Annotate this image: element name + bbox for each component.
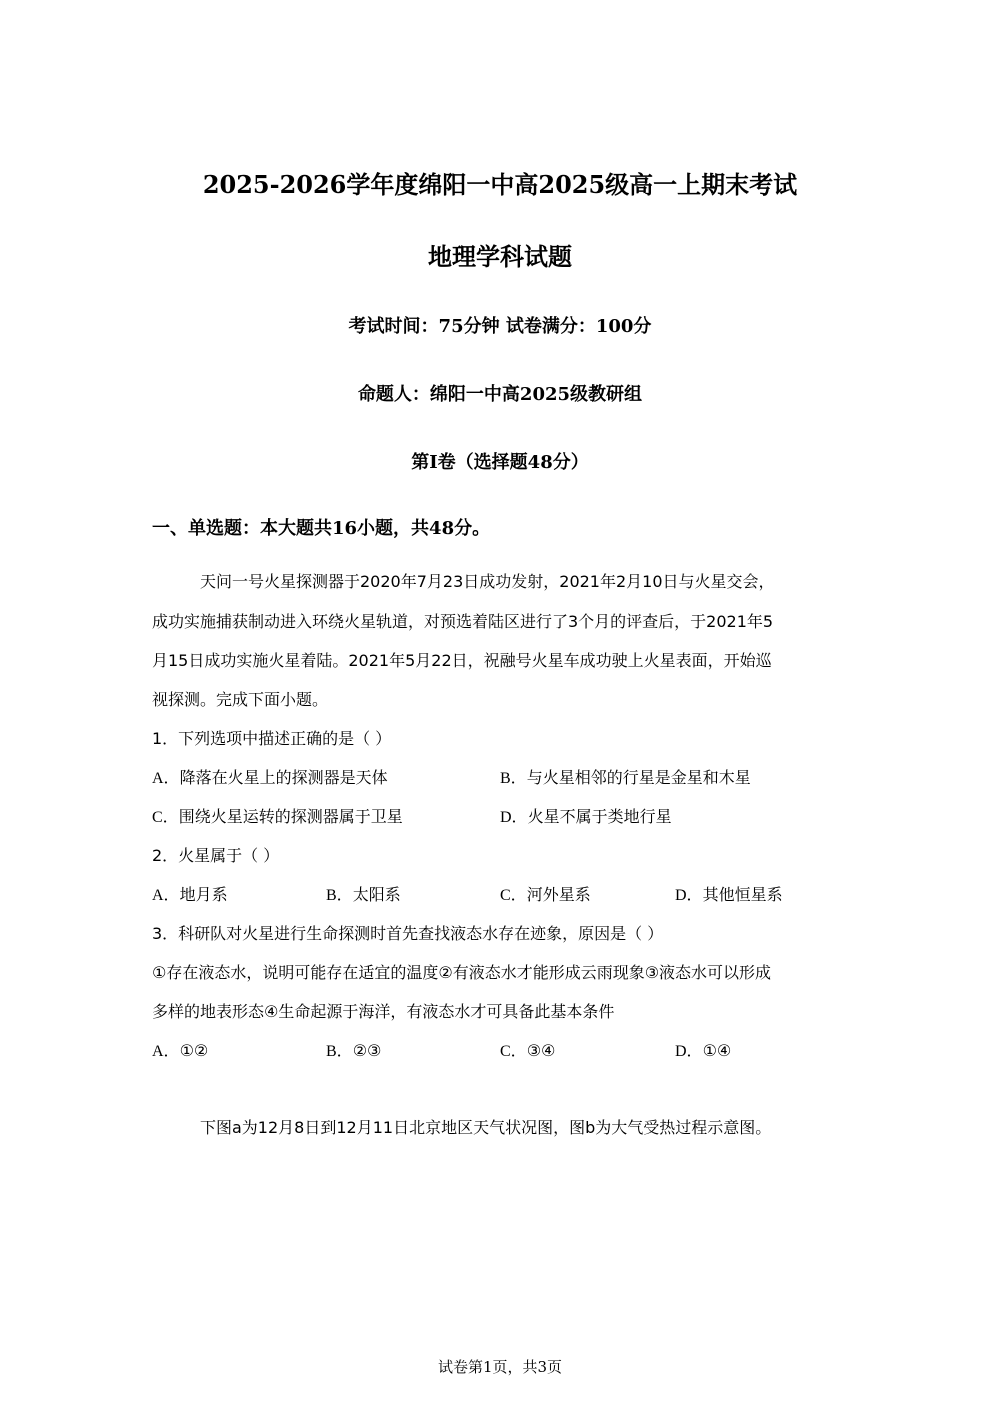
option-letter: C．: [152, 809, 179, 826]
option-b[interactable]: [326, 887, 401, 904]
section-heading: 一、单选题：本大题共16小题，共48分。: [152, 518, 491, 539]
option-text: ①④: [702, 1041, 732, 1060]
option-letter: A．: [152, 1043, 180, 1060]
option-text: 与火星相邻的行星是金星和木星: [526, 768, 751, 787]
option-a[interactable]: [152, 887, 228, 904]
option-text: 太阳系: [352, 885, 401, 904]
option-a[interactable]: [152, 1043, 208, 1060]
option-letter: C．: [500, 1043, 527, 1060]
passage-2: 下图a为12月8日到12月11日北京地区天气状况图，图b为大气受热过程示意图。: [200, 1118, 772, 1137]
exam-author: 命题人：绵阳一中高2025级教研组: [357, 384, 643, 405]
option-letter: B．: [500, 770, 527, 787]
option-text: ②③: [352, 1041, 382, 1060]
option-a[interactable]: [152, 770, 388, 787]
option-text: ①②: [179, 1041, 209, 1060]
passage-line: 月15日成功实施火星着陆。2021年5月22日，祝融号火星车成功驶上火星表面，开始巡: [152, 651, 772, 670]
option-letter: C．: [500, 887, 527, 904]
option-d[interactable]: [675, 887, 783, 904]
option-letter: D．: [675, 887, 703, 904]
option-text: 降落在火星上的探测器是天体: [179, 768, 388, 787]
exam-info: 考试时间：75分钟 试卷满分：100分: [348, 316, 652, 337]
option-d[interactable]: [675, 1043, 731, 1060]
option-letter: D．: [500, 809, 528, 826]
option-c[interactable]: [500, 1043, 555, 1060]
option-letter: A．: [152, 770, 180, 787]
subject-title: 地理学科试题: [428, 242, 572, 271]
option-text: 地月系: [179, 885, 228, 904]
passage-line: 成功实施捕获制动进入环绕火星轨道，对预选着陆区进行了3个月的评查后，于2021年5: [152, 612, 774, 631]
page-footer: 试卷第1页，共3页: [437, 1358, 563, 1376]
question-stem: 1．下列选项中描述正确的是（ ）: [152, 729, 392, 748]
exam-title: 2025-2026学年度绵阳一中高2025级高一上期末考试: [202, 170, 798, 199]
option-c[interactable]: [500, 887, 591, 904]
passage-line: 天问一号火星探测器于2020年7月23日成功发射，2021年2月10日与火星交会，: [200, 572, 775, 591]
passage-line: 视探测。完成下面小题。: [152, 690, 329, 709]
question-statements: ①存在液态水，说明可能存在适宜的温度②有液态水才能形成云雨现象③液态水可以形成: [152, 963, 772, 982]
option-b[interactable]: [500, 770, 751, 787]
option-d[interactable]: [500, 809, 672, 826]
option-text: ③④: [526, 1041, 556, 1060]
option-text: 河外星系: [526, 885, 591, 904]
option-text: 火星不属于类地行星: [527, 807, 672, 826]
option-letter: B．: [326, 887, 353, 904]
volume-heading: 第I卷（选择题48分）: [411, 452, 589, 473]
question-statements: 多样的地表形态④生命起源于海洋，有液态水才可具备此基本条件: [152, 1002, 615, 1021]
option-text: 围绕火星运转的探测器属于卫星: [178, 807, 403, 826]
option-letter: B．: [326, 1043, 353, 1060]
option-text: 其他恒星系: [702, 885, 783, 904]
option-b[interactable]: [326, 1043, 381, 1060]
question-stem: 2．火星属于（ ）: [152, 846, 280, 865]
option-letter: D．: [675, 1043, 703, 1060]
option-c[interactable]: [152, 809, 403, 826]
option-letter: A．: [152, 887, 180, 904]
question-stem: 3．科研队对火星进行生命探测时首先查找液态水存在迹象，原因是（ ）: [152, 924, 664, 943]
